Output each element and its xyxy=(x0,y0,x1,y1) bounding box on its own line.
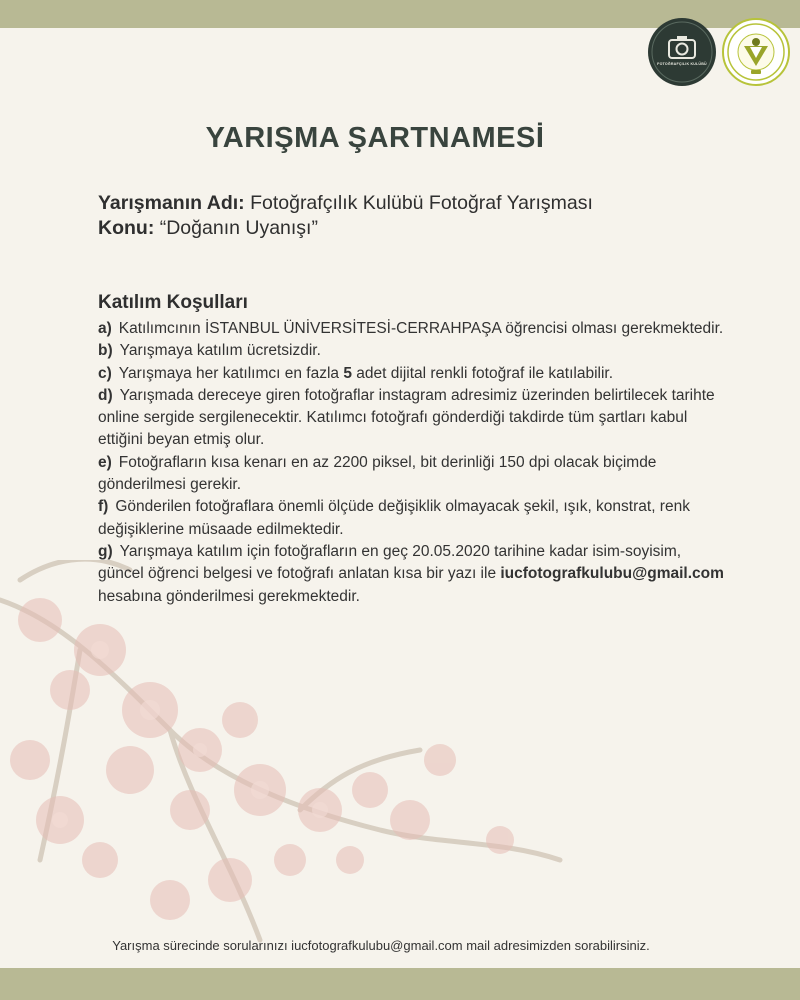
competition-info xyxy=(98,191,593,241)
bottom-band xyxy=(0,968,800,1000)
condition-text-pre: Yarışmaya her katılımcı en fazla xyxy=(118,364,344,382)
condition-letter: e) xyxy=(98,453,112,471)
condition-c xyxy=(98,363,728,385)
university-seal-icon xyxy=(724,20,788,84)
max-photo-count: 5 xyxy=(343,364,352,382)
competition-name-line xyxy=(98,191,593,216)
condition-letter: f) xyxy=(98,498,109,516)
camera-icon xyxy=(648,18,716,86)
page-title: YARIŞMA ŞARTNAMESİ xyxy=(205,122,545,154)
condition-f xyxy=(98,496,728,541)
condition-e xyxy=(98,452,728,497)
condition-b xyxy=(98,340,728,362)
competition-topic-line xyxy=(98,216,593,241)
competition-topic-label: Konu: xyxy=(98,217,155,239)
condition-text: Fotoğrafların kısa kenarı en az 2200 piksel, bit derinliği 150 dpi olacak biçimde gönderilmesi gerekir. xyxy=(98,453,657,494)
photography-club-logo xyxy=(648,18,716,86)
competition-topic-value: “Doğanın Uyanışı” xyxy=(159,217,318,239)
condition-letter: a) xyxy=(98,320,112,337)
conditions-heading: Katılım Koşulları xyxy=(98,292,248,313)
club-logo-text: FOTOĞRAFÇILIK KULÜBÜ xyxy=(657,62,707,66)
competition-name-value: Fotoğrafçılık Kulübü Fotoğraf Yarışması xyxy=(250,192,593,214)
condition-text: Gönderilen fotoğraflara önemli ölçüde değişiklik olmayacak şekil, ışık, konstrat, renk değişiklerine müsaade edilmektedir. xyxy=(98,498,690,538)
condition-text-pre: Yarışmaya katılım için fotoğrafların en geç 20.05.2020 tarihine kadar isim-soyisim, güncel öğrenci belgesi ve fotoğrafı anlatan kısa bir yazı ile xyxy=(98,542,682,583)
condition-letter: c) xyxy=(98,364,112,382)
university-seal-logo xyxy=(722,18,790,86)
footer-contact-note: Yarışma sürecinde sorularınızı iucfotografkulubu@gmail.com mail adresimizden sorabilirsiniz. xyxy=(112,938,650,953)
condition-letter: b) xyxy=(98,342,113,360)
condition-d xyxy=(98,385,728,452)
condition-text: Yarışmaya katılım ücretsizdir. xyxy=(119,342,321,360)
cherry-blossom-decoration xyxy=(0,560,600,970)
condition-text: Katılımcının İSTANBUL ÜNİVERSİTESİ-CERRAHPAŞA öğrencisi olması gerekmektedir. xyxy=(118,320,724,337)
competition-name-label: Yarışmanın Adı: xyxy=(98,192,245,214)
condition-g xyxy=(98,541,728,608)
conditions-list xyxy=(98,318,728,608)
submission-email: iucfotografkulubu@gmail.com xyxy=(500,565,724,583)
condition-text-post: hesabına gönderilmesi gerekmektedir. xyxy=(98,587,360,605)
condition-text-post: adet dijital renkli fotoğraf ile katılabilir. xyxy=(351,364,614,382)
condition-letter: d) xyxy=(98,386,113,404)
condition-letter: g) xyxy=(98,542,113,560)
condition-a xyxy=(98,318,728,340)
condition-text: Yarışmada dereceye giren fotoğraflar instagram adresimiz üzerinden belirtilecek tarihte online sergide sergilenecektir. Katılımcı fotoğrafı gönderdiği takdirde tüm şartları kabul ettiğini beyan etmiş olur. xyxy=(98,386,715,449)
